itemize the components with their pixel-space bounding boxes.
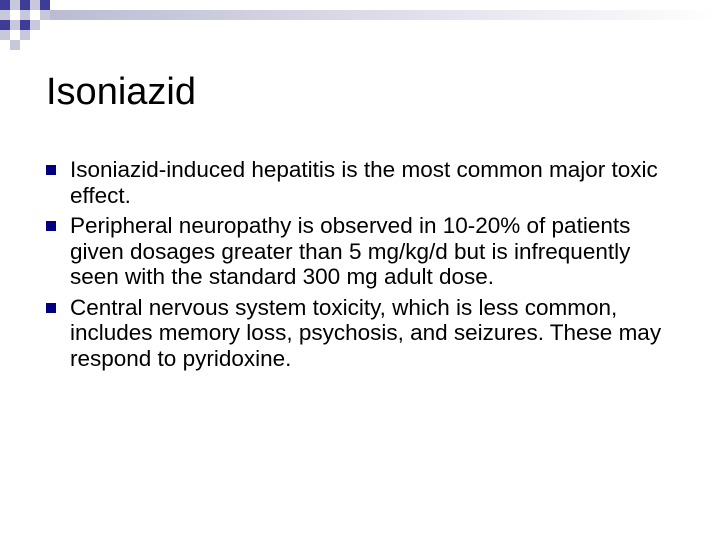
deco-square — [0, 10, 10, 20]
bullet-item — [46, 157, 676, 208]
bullet-text: Isoniazid-induced hepatitis is the most common major toxic effect. — [70, 157, 658, 208]
deco-square — [10, 20, 20, 30]
deco-square — [40, 10, 50, 20]
deco-square — [20, 10, 30, 20]
deco-square — [20, 0, 30, 10]
square-bullet-icon — [46, 221, 56, 231]
corner-squares-decoration — [0, 0, 60, 60]
square-bullet-icon — [46, 165, 56, 175]
deco-square — [30, 20, 40, 30]
deco-square — [0, 0, 10, 10]
bullet-text: Central nervous system toxicity, which is less common, includes memory loss, psychosis, and seizures. These may respond to pyridoxine. — [70, 294, 662, 371]
bullet-list — [46, 157, 676, 376]
deco-square — [10, 0, 20, 10]
deco-square — [0, 20, 10, 30]
bullet-item — [46, 213, 676, 290]
bullet-item — [46, 295, 676, 372]
deco-square — [0, 30, 10, 40]
deco-square — [40, 0, 50, 10]
deco-square — [20, 20, 30, 30]
slide-title: Isoniazid — [46, 71, 196, 113]
square-bullet-icon — [46, 303, 56, 313]
top-band-decoration — [50, 10, 720, 20]
deco-square — [20, 30, 30, 40]
deco-square — [10, 40, 20, 50]
deco-square — [30, 0, 40, 10]
bullet-text: Peripheral neuropathy is observed in 10-20% of patients given dosages greater than 5 mg/kg/d but is infrequently seen with the standard 300 mg adult dose. — [70, 213, 631, 289]
